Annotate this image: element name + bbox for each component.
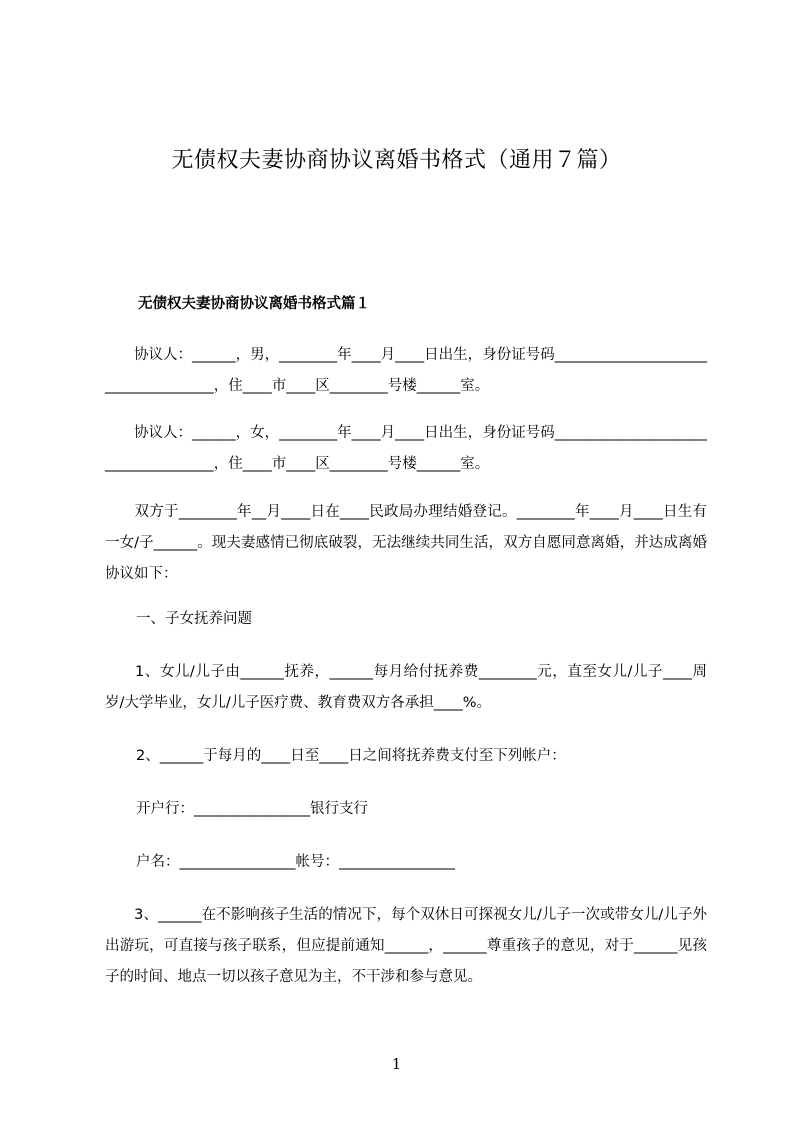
section-1-heading: 一、子女抚养问题: [136, 611, 252, 627]
intro-paragraph: 双方于________年__月____日在____民政局办理结婚登记。________年____月____日生有一女/子______。现夫妻感情已彻底破裂，无法继续共同生活，双方自愿同意离婚，并达成离婚协议如下：: [105, 504, 707, 582]
document-title: 无债权夫妻协商协议离婚书格式（通用７篇）: [171, 148, 622, 173]
item-3-paragraph: 3、______在不影响孩子生活的情况下，每个双休日可探视女儿/儿子一次或带女儿/儿子外出游玩，可直接与孩子联系，但应提前通知______，______尊重孩子的意见，对于______见孩子的时间、地点一切以孩子意见为主，不干涉和参与意见。: [105, 907, 707, 985]
party-1-paragraph: 协议人：______，男，________年____月____日出生，身份证号码____________________________________，住____市____区________号楼______室。: [105, 347, 707, 394]
party-2-paragraph: 协议人：______，女，________年____月____日出生，身份证号码____________________________________，住____市____区________号楼______室。: [105, 425, 707, 472]
section-subtitle: 无债权夫妻协商协议离婚书格式篇１: [138, 296, 370, 312]
item-2-line: 2、______于每月的____日至____日之间将抚养费支付至下列帐户：: [136, 748, 566, 764]
item-1-paragraph: 1、女儿/儿子由______抚养，______每月给付抚养费________元，直至女儿/儿子____周岁/大学毕业，女儿/儿子医疗费、教育费双方各承担____%。: [105, 664, 707, 711]
page-number: 1: [391, 1055, 402, 1073]
account-line: 户名：________________帐号：________________: [136, 854, 455, 870]
bank-line: 开户行：________________银行支行: [136, 801, 368, 817]
